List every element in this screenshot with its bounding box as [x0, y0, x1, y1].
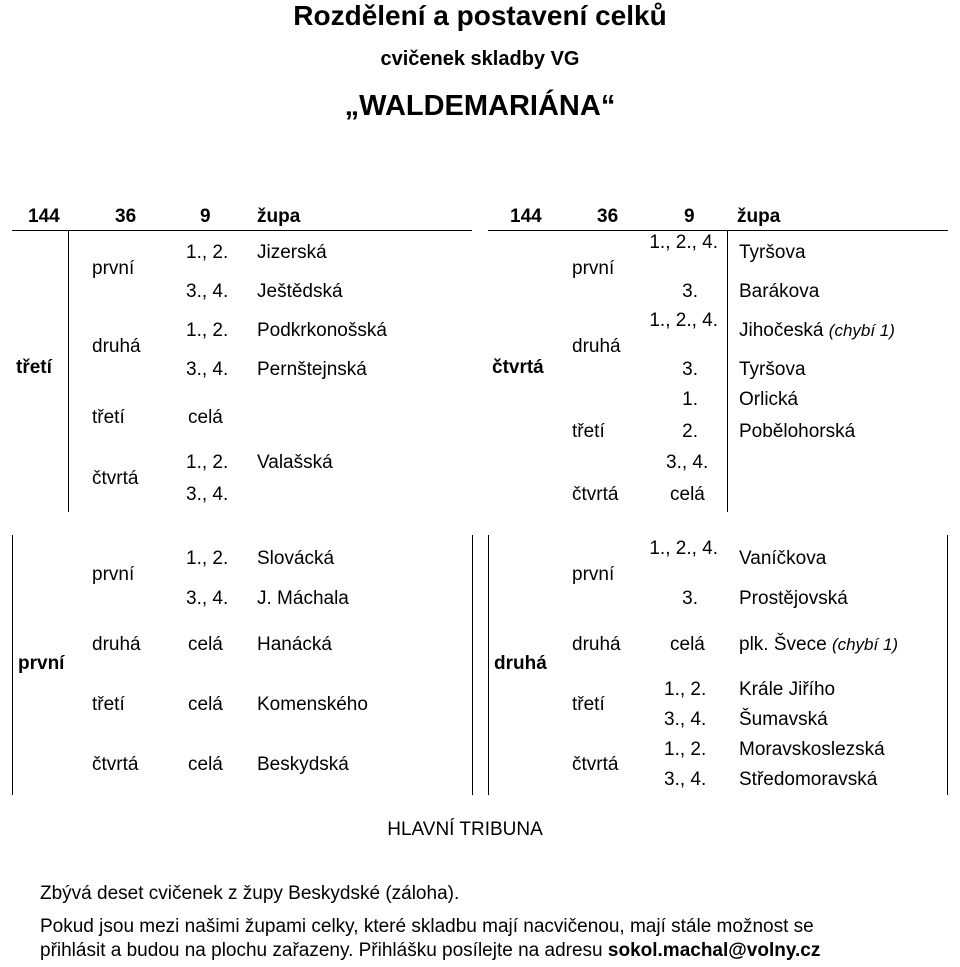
page-title: Rozdělení a postavení celků [293, 0, 667, 31]
border-left [488, 535, 489, 795]
cell-zupa: Hanácká [257, 634, 332, 655]
cell-zupa: Beskydská [257, 754, 349, 775]
header-zupa: župa [257, 206, 301, 227]
cell-9: 3., 4. [186, 588, 229, 609]
cell-zupa: Podkrkonošská [257, 320, 387, 341]
composition-name: „WALDEMARIÁNA“ [344, 90, 616, 122]
border-right [947, 535, 948, 795]
cell-zupa: Krále Jiřího [739, 679, 836, 700]
cell-zupa: Slovácká [257, 548, 335, 569]
cell-9: 3., 4. [186, 281, 229, 302]
cell-36: čtvrtá [572, 484, 619, 505]
cell-zupa: Ještědská [257, 281, 343, 302]
cell-zupa: Moravskoslezská [739, 739, 885, 760]
cell-zupa: Pobělohorská [739, 421, 856, 442]
cell-9: 3. [682, 359, 698, 380]
header-36: 36 [597, 206, 619, 227]
cell-zupa: Prostějovská [739, 588, 848, 609]
cell-9: celá [670, 484, 705, 505]
email-link[interactable]: sokol.machal@volny.cz [607, 940, 821, 961]
column-divider [68, 230, 69, 512]
cell-36: třetí [92, 407, 125, 428]
cell-36: první [92, 258, 135, 279]
cell-36: první [572, 564, 615, 585]
header-36: 36 [115, 206, 137, 227]
group-label: třetí [16, 357, 52, 378]
cell-zupa: Komenského [257, 694, 368, 715]
cell-9: 1., 2. [664, 679, 707, 700]
cell-36: čtvrtá [92, 754, 139, 775]
cell-zupa: Valašská [257, 452, 333, 473]
cell-zupa: J. Máchala [257, 588, 349, 609]
cell-36: třetí [572, 694, 605, 715]
cell-zupa: Tyršova [739, 242, 806, 263]
zupa-name: Jihočeská [739, 320, 824, 341]
header-144: 144 [28, 206, 60, 227]
cell-9: celá [188, 754, 223, 775]
cell-9: 1., 2. [186, 242, 229, 263]
cell-zupa: Středomoravská [739, 769, 878, 790]
cell-9: 1., 2. [186, 320, 229, 341]
cell-9: celá [188, 634, 223, 655]
header-rule [12, 230, 472, 231]
footer-note-line [40, 939, 820, 962]
cell-36: první [92, 564, 135, 585]
cell-9: 1., 2. [186, 548, 229, 569]
main-tribune-label: HLAVNÍ TRIBUNA [387, 819, 543, 840]
zupa-name: plk. Švece [739, 634, 827, 655]
cell-9: 1., 2., 4. [649, 310, 718, 331]
cell-9: 1., 2., 4. [649, 232, 718, 253]
note-missing: (chybí 1) [831, 635, 899, 654]
border-right [472, 535, 473, 795]
cell-zupa: Pernštejnská [257, 359, 367, 380]
cell-9: 3., 4. [664, 709, 707, 730]
cell-9: 3., 4. [666, 452, 709, 473]
cell-36: třetí [92, 694, 125, 715]
cell-9: celá [188, 407, 223, 428]
header-9: 9 [684, 206, 695, 227]
cell-zupa: Vaníčkova [739, 548, 827, 569]
cell-36: druhá [92, 336, 141, 357]
group-label: první [18, 653, 65, 674]
cell-zupa: Orlická [739, 389, 799, 410]
cell-zupa: Jizerská [257, 242, 327, 263]
cell-9: 2. [682, 421, 698, 442]
cell-zupa [739, 320, 895, 342]
header-zupa: župa [737, 206, 781, 227]
cell-9: 3. [682, 588, 698, 609]
page-subtitle: cvičenek skladby VG [380, 48, 580, 70]
cell-36: čtvrtá [572, 754, 619, 775]
cell-9: celá [188, 694, 223, 715]
footer-text: přihlásit a budou na plochu zařazeny. Přihlášku posílejte na adresu [40, 940, 608, 961]
cell-9: 3., 4. [186, 484, 229, 505]
footer-note-line: Pokud jsou mezi našimi župami celky, které skladbu mají nacvičenou, mají stále možnost se [40, 916, 814, 937]
cell-9: 1. [682, 389, 698, 410]
column-divider [727, 230, 728, 512]
cell-9: 1., 2., 4. [649, 538, 718, 559]
group-label: druhá [494, 653, 547, 674]
cell-36: první [572, 258, 615, 279]
cell-9: 1., 2. [186, 452, 229, 473]
header-9: 9 [200, 206, 211, 227]
cell-9: 3., 4. [186, 359, 229, 380]
cell-zupa: Tyršova [739, 359, 806, 380]
cell-36: čtvrtá [92, 468, 139, 489]
header-144: 144 [510, 206, 542, 227]
cell-36: druhá [572, 634, 621, 655]
cell-36: třetí [572, 421, 605, 442]
cell-zupa [739, 634, 898, 656]
cell-36: druhá [572, 336, 621, 357]
note-missing: (chybí 1) [828, 321, 895, 340]
cell-9: 3., 4. [664, 769, 707, 790]
cell-36: druhá [92, 634, 141, 655]
header-rule [488, 230, 948, 231]
cell-9: 3. [682, 281, 698, 302]
cell-9: celá [670, 634, 705, 655]
border-left [12, 535, 13, 795]
footer-note-reserve: Zbývá deset cvičenek z župy Beskydské (záloha). [40, 883, 460, 904]
cell-zupa: Barákova [739, 281, 820, 302]
cell-zupa: Šumavská [739, 709, 828, 730]
group-label: čtvrtá [492, 357, 544, 378]
cell-9: 1., 2. [664, 739, 707, 760]
